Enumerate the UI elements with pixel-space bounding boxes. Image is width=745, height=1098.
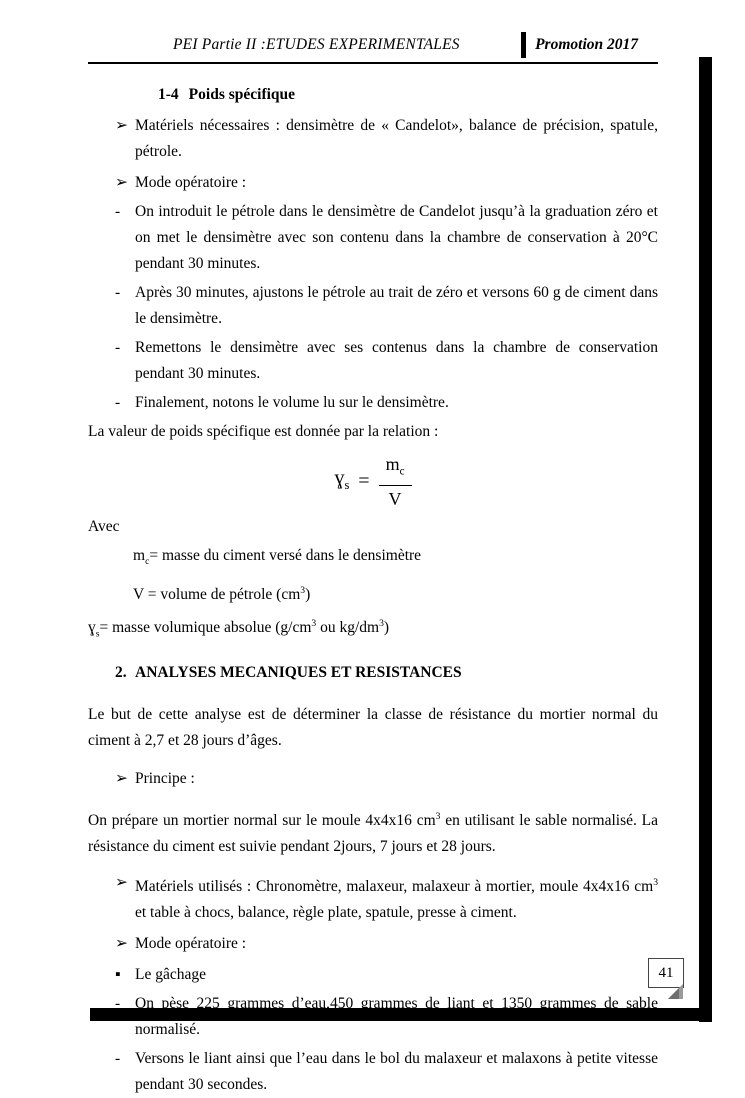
superscript: 3 — [379, 617, 384, 629]
arrow-bullet-icon: ➢ — [115, 934, 128, 952]
list-item-materials-2 — [88, 870, 658, 926]
dash-bullet: - — [115, 1049, 121, 1067]
arrow-bullet-icon: ➢ — [115, 873, 128, 891]
text-run: ) — [305, 585, 311, 603]
step-text: Remettons le densimètre avec ses contenus dans la chambre de conservation pendant 30 minutes. — [135, 339, 658, 382]
equals-sign: = — [358, 470, 370, 493]
text-run: V = volume de pétrole (cm — [133, 585, 301, 603]
text-run: en utilisant le sable normalisé. La résistance du ciment est suivie pendant 2jours, 7 jours et 28 jours. — [88, 811, 658, 855]
subscript: c — [145, 555, 150, 567]
page-header — [88, 28, 658, 64]
superscript: 3 — [311, 617, 317, 629]
list-item-text: Mode opératoire : — [135, 934, 247, 952]
section2-intro: Le but de cette analyse est de déterminer la classe de résistance du mortier normal du ciment à 2,7 et 28 jours d’âges. — [88, 705, 658, 749]
list-item-materials — [88, 113, 658, 165]
square-bullet-icon: ▪ — [115, 965, 121, 983]
text-run: = masse du ciment versé dans le densimètre — [149, 546, 422, 564]
procedure-step — [88, 390, 658, 416]
arrow-bullet-icon: ➢ — [115, 174, 128, 191]
procedure-step — [88, 335, 658, 387]
mass-symbol: m — [385, 454, 400, 474]
superscript: 3 — [300, 584, 306, 596]
step-text: Finalement, notons le volume lu sur le densimètre. — [135, 394, 449, 411]
dash-bullet: - — [115, 339, 121, 356]
document-body — [88, 62, 658, 1098]
dash-bullet: - — [115, 203, 121, 220]
section2-number: 2. — [115, 664, 127, 682]
text-run: = masse volumique absolue (g/cm — [99, 619, 312, 636]
page-number: 41 — [658, 964, 674, 981]
definition-mc — [133, 543, 658, 575]
list-item-text: Matériels nécessaires : densimètre de « Candelot», balance de précision, spatule, pétrole. — [135, 117, 658, 160]
text-run: et table à chocs, balance, règle plate, spatule, presse à ciment. — [135, 903, 517, 921]
text-run: ou kg/dm — [316, 619, 380, 636]
paragraph-preparation — [88, 804, 658, 860]
scan-shadow-right — [699, 57, 712, 1022]
procedure-step — [88, 1046, 658, 1098]
arrow-bullet-icon: ➢ — [115, 117, 128, 134]
list-item-mode-2 — [88, 931, 658, 957]
list-item-text: Principe : — [135, 769, 195, 787]
step-text: Après 30 minutes, ajustons le pétrole au trait de zéro et versons 60 g de ciment dans le densimètre. — [135, 284, 658, 327]
text-run: On prépare un mortier normal sur le moule 4x4x16 cm — [88, 811, 436, 829]
procedure-step — [88, 199, 658, 277]
section1-number: 1-4 — [158, 86, 179, 103]
text-run: ɣ — [88, 619, 96, 636]
step-text: Versons le liant ainsi que l’eau dans le bol du malaxeur et malaxons à petite vitesse pendant 30 secondes. — [135, 1049, 658, 1093]
avec-label: Avec — [88, 517, 120, 535]
fraction-denominator: V — [388, 488, 402, 509]
text-run: Matériels utilisés : Chronomètre, malaxeur, malaxeur à mortier, moule 4x4x16 cm — [135, 877, 654, 895]
section1-heading — [158, 82, 658, 108]
arrow-bullet-icon: ➢ — [115, 769, 128, 787]
mass-subscript: c — [399, 465, 405, 478]
header-right-group — [521, 32, 638, 58]
text-run: ) — [383, 619, 390, 636]
list-item-gachage — [88, 962, 658, 988]
section2-heading — [88, 660, 658, 686]
relation-intro: La valeur de poids spécifique est donnée par la relation : — [88, 423, 439, 440]
step-text: On introduit le pétrole dans le densimètre de Candelot jusqu’à la graduation zéro et on met le densimètre avec son contenu dans la chambre de conservation à 20°C pendant 30 minutes. — [135, 203, 658, 272]
section1-title-text: Poids spécifique — [188, 86, 296, 103]
superscript: 3 — [435, 810, 441, 822]
definition-gamma — [88, 611, 658, 647]
list-item-mode — [88, 170, 658, 196]
section2-title-text: ANALYSES MECANIQUES ET RESISTANCES — [135, 664, 462, 682]
definition-volume — [133, 578, 658, 608]
procedure-step — [88, 280, 658, 332]
fraction-numerator — [379, 453, 412, 486]
text-run: m — [133, 546, 146, 564]
dash-bullet: - — [115, 394, 121, 411]
list-item-text: Le gâchage — [135, 965, 206, 983]
gamma-symbol — [334, 467, 349, 496]
list-item-text — [135, 878, 658, 921]
procedure-step — [88, 991, 658, 1043]
header-divider-bar — [521, 32, 526, 58]
list-item-principe — [88, 766, 658, 792]
dash-bullet: - — [115, 284, 121, 301]
list-item-text: Mode opératoire : — [135, 174, 247, 191]
step-text: On pèse 225 grammes d’eau,450 grammes de liant et 1350 grammes de sable normalisé. — [135, 994, 658, 1038]
specific-weight-formula — [88, 453, 658, 510]
subscript: s — [95, 628, 100, 640]
header-promotion: Promotion 2017 — [535, 36, 638, 53]
page-curl-icon — [668, 984, 683, 999]
gamma-base: ɣ — [334, 466, 345, 489]
dash-bullet: - — [115, 994, 121, 1012]
superscript: 3 — [653, 876, 658, 888]
fraction — [379, 453, 412, 510]
gamma-subscript: s — [344, 477, 350, 492]
header-title: PEI Partie II :ETUDES EXPERIMENTALES — [173, 36, 460, 53]
